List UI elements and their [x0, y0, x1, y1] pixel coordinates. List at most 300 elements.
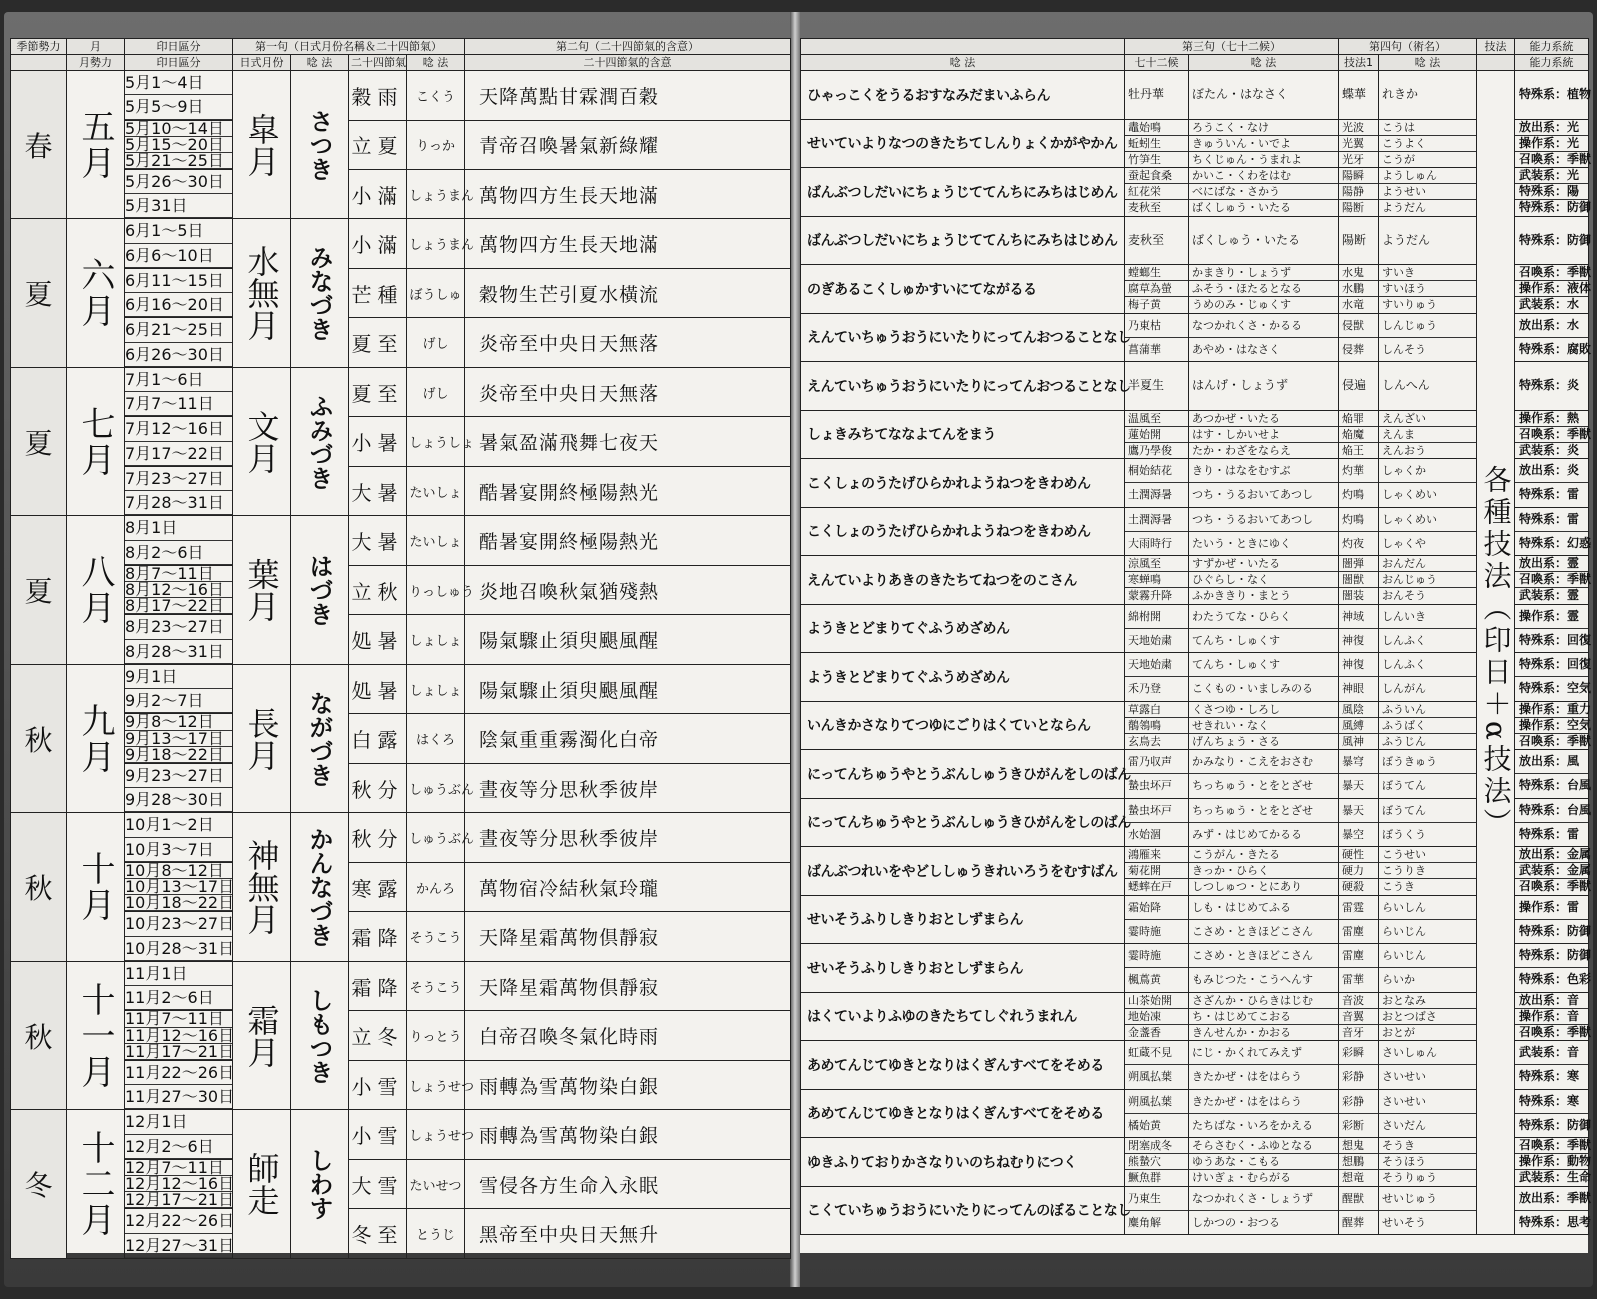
sekki-meaning: 天降星霜萬物倶靜寂 [465, 912, 791, 962]
kou-name [1125, 653, 1189, 702]
list-item: 彩断 [1342, 1118, 1364, 1132]
list-item: 蟄虫坏戸 [1125, 799, 1188, 823]
table-row [801, 71, 1589, 120]
list-item: ちっちゅう・とをとざせ [1189, 799, 1338, 823]
technique-name [1339, 556, 1379, 605]
hdr-kou-reading: 唸 法 [1189, 55, 1339, 71]
list-item: 彩静 [1339, 1090, 1378, 1114]
list-item: 鼃始鳴 [1125, 120, 1188, 136]
ability-item: 特殊系：雷 [1519, 826, 1580, 841]
list-item: 綿柎開 [1125, 605, 1188, 629]
sekki-reading: たいせつ [407, 1159, 465, 1208]
date-range: 12月7～11日 [125, 1160, 232, 1176]
sekki-meaning: 天降萬點甘霖潤百穀 [465, 71, 791, 121]
date-range: 9月23～27日 [125, 764, 232, 788]
sekki-name: 処暑 [349, 664, 407, 714]
list-item: せいじゅう [1379, 1187, 1476, 1211]
list-item: 蝶華 [1342, 87, 1367, 101]
list-item: 想鵬 [1339, 1154, 1378, 1170]
technique-reading [1379, 410, 1477, 459]
sekki-reading: しょうしょ [407, 417, 465, 467]
inichi-cell [125, 1060, 233, 1110]
ability-item: 特殊系：防御 [1515, 944, 1588, 968]
list-item: てんち・しゅくす [1189, 653, 1338, 677]
list-item: 醒葬 [1342, 1215, 1364, 1229]
season-cell: 夏 [11, 367, 67, 516]
sekki-name: 秋分 [349, 813, 407, 863]
date-range: 11月17～21日 [125, 1041, 235, 1061]
inichi-cell [125, 1209, 233, 1259]
list-item: 麋角解 [1128, 1215, 1161, 1229]
list-item: べにばな・さかう [1189, 184, 1338, 200]
list-item: さいだん [1382, 1118, 1426, 1132]
technique-vertical-label: 各種技法（印日＋α技法） [1477, 71, 1515, 1235]
kou-name [1125, 216, 1189, 265]
ability-item: 特殊系：台風 [1515, 799, 1588, 823]
list-item: 土潤溽暑 [1128, 488, 1172, 502]
technique-reading [1379, 604, 1477, 653]
list-item: わたうてな・ひらく [1189, 605, 1338, 629]
ability-item: 召喚系：季獣 [1515, 572, 1588, 588]
date-range: 9月2～7日 [125, 689, 232, 713]
month-cell: 七月 [67, 367, 125, 516]
season-cell: 夏 [11, 516, 67, 664]
date-range: 9月28～30日 [125, 788, 232, 812]
technique-name [1339, 944, 1379, 993]
ability-item: 特殊系：腐敗 [1519, 341, 1592, 356]
ability-system [1515, 604, 1592, 653]
kou-name [1125, 1138, 1189, 1187]
table-row [801, 313, 1589, 362]
list-item: あやめ・はなさく [1192, 342, 1280, 356]
date-range: 5月26～30日 [125, 170, 232, 194]
list-item: 天地始粛 [1128, 633, 1172, 647]
ability-item: 特殊系：回復 [1519, 632, 1592, 647]
technique-name [1339, 992, 1379, 1041]
table-row [801, 604, 1589, 653]
hdr-verse3: 第三句（七十二候） [1125, 39, 1339, 55]
list-item: 竹笋生 [1128, 152, 1161, 166]
technique-reading [1379, 119, 1477, 168]
sekki-meaning: 天降星霜萬物倶靜寂 [465, 961, 791, 1011]
list-item: あつかぜ・いたる [1189, 411, 1338, 427]
sekki-reading: しゅうぶん [407, 813, 465, 863]
ability-item: 操作系：音 [1515, 1009, 1588, 1025]
ability-system [1515, 313, 1592, 362]
meaning-reading: あめてんじてゆきとなりはくぎんすべてをそめる [801, 1089, 1125, 1138]
list-item: 陽瞬 [1339, 168, 1378, 184]
meaning-reading: ゆきふりておりかさなりいのちねむりにつく [801, 1138, 1125, 1187]
ability-system [1515, 847, 1592, 896]
date-range: 9月8～12日 [125, 714, 232, 730]
table-row [11, 318, 791, 368]
list-item: ゆうあな・こもる [1189, 1154, 1338, 1170]
ability-item: 特殊系：防御 [1519, 1117, 1592, 1132]
date-range: 11月2～6日 [125, 986, 232, 1010]
technique-name [1339, 119, 1379, 168]
meaning-reading: せいそうふりしきりおとしずまらん [801, 944, 1125, 993]
kou-reading [1189, 507, 1339, 556]
ability-item: 特殊系：色彩 [1519, 972, 1592, 987]
list-item: 神復 [1342, 633, 1364, 647]
japanese-month-reading: しわす [291, 1110, 349, 1258]
ability-system [1515, 410, 1592, 459]
ability-system [1515, 265, 1592, 314]
right-page [800, 38, 1592, 1253]
ability-item: 特殊系：回復 [1515, 653, 1588, 677]
sekki-name: 秋分 [349, 763, 407, 813]
list-item: 侵葬 [1342, 342, 1364, 356]
list-item: しんそう [1382, 342, 1426, 356]
sekki-reading: げし [407, 318, 465, 368]
list-item: さいしゅん [1379, 1041, 1476, 1065]
kou-reading [1189, 653, 1339, 702]
sekki-meaning: 雨轉為雪萬物染白銀 [465, 1110, 791, 1160]
list-item: 雷華 [1342, 973, 1364, 987]
technique-reading [1379, 168, 1477, 217]
ability-item: 召喚系：季獣 [1515, 265, 1588, 281]
kou-reading [1189, 71, 1339, 120]
ability-item: 放出系：風 [1515, 750, 1588, 774]
table-row [801, 265, 1589, 314]
list-item: 硬殺 [1342, 880, 1364, 894]
date-range: 11月22～26日 [125, 1061, 232, 1085]
table-row [11, 664, 791, 714]
list-item: 麦秋至 [1128, 232, 1165, 247]
list-item: つち・うるおいてあつし [1189, 508, 1338, 532]
table-row [801, 944, 1589, 993]
meaning-reading: えんていよりあきのきたちてねつをのこさん [801, 556, 1125, 605]
date-range: 5月15～20日 [125, 137, 232, 153]
inichi-cell [125, 169, 233, 219]
ability-item: 操作系：液体 [1515, 281, 1588, 297]
technique-name [1339, 507, 1379, 556]
inichi-cell [125, 813, 233, 863]
list-item: しかつの・おつる [1192, 1215, 1280, 1229]
ability-item: 操作系：動物 [1515, 1154, 1588, 1170]
kou-reading [1189, 895, 1339, 944]
inichi-cell [125, 318, 233, 368]
season-cell: 夏 [11, 219, 67, 368]
list-item: 土潤溽暑 [1125, 508, 1188, 532]
list-item: しゃくか [1379, 459, 1476, 483]
sekki-meaning: 炎帝至中央日天無落 [465, 367, 791, 417]
sekki-reading: しょうせつ [407, 1110, 465, 1160]
list-item: 熊蟄穴 [1125, 1154, 1188, 1170]
japanese-month: 水無月 [233, 219, 291, 368]
list-item: 神眼 [1342, 682, 1364, 696]
sekki-meaning: 萬物四方生長天地滿 [465, 219, 791, 269]
table-row [11, 1011, 791, 1060]
inichi-cell [125, 466, 233, 516]
list-item: せきれい・なく [1189, 718, 1338, 734]
date-range: 7月1～6日 [125, 368, 232, 392]
month-cell: 十一月 [67, 961, 125, 1109]
ability-item: 特殊系：雷 [1519, 487, 1580, 502]
technique-reading [1379, 216, 1477, 265]
date-range: 10月13～17日 [125, 877, 235, 897]
kou-reading [1189, 216, 1339, 265]
table-row [11, 912, 791, 962]
sekki-meaning: 黑帝至中央日天無升 [465, 1209, 791, 1259]
table-row [801, 1089, 1589, 1138]
inichi-cell [125, 664, 233, 714]
list-item: 暴天 [1342, 779, 1364, 793]
technique-name [1339, 362, 1379, 411]
date-range: 9月13～17日 [125, 731, 232, 747]
kou-name [1125, 847, 1189, 896]
sekki-reading: しょうせつ [407, 1060, 465, 1110]
ability-system [1515, 750, 1592, 799]
technique-reading [1379, 1186, 1477, 1235]
kou-reading [1189, 750, 1339, 799]
list-item: つち・うるおいてあつし [1192, 488, 1313, 502]
sekki-name: 寒露 [349, 862, 407, 911]
list-item: 蓮始開 [1125, 427, 1188, 443]
ability-system [1515, 71, 1592, 120]
inichi-cell [125, 1159, 233, 1208]
list-item: きんせんか・かおる [1192, 1025, 1291, 1039]
technique-name [1339, 1186, 1379, 1235]
meaning-reading: ばんぶつれいをやどししゅうきれいろうをむすばん [801, 847, 1125, 896]
ability-system [1515, 362, 1589, 411]
sekki-meaning: 暑氣盈滿飛舞七夜天 [465, 417, 791, 467]
table-row [11, 516, 791, 566]
ability-system [1515, 895, 1592, 944]
list-item: 光牙 [1342, 152, 1364, 166]
list-item: しんいき [1379, 605, 1476, 629]
list-item: はんげ・しょうず [1192, 378, 1289, 392]
date-range: 8月17～22日 [125, 598, 232, 614]
technique-name [1339, 71, 1379, 120]
sekki-meaning: 晝夜等分思秋季彼岸 [465, 763, 791, 813]
sekki-reading: はくろ [407, 714, 465, 763]
sekki-name: 霜降 [349, 912, 407, 962]
technique-reading [1379, 459, 1477, 508]
list-item: すいほう [1379, 281, 1476, 297]
list-item: しゃくや [1382, 536, 1426, 550]
list-item: そうほう [1379, 1154, 1476, 1170]
hdr-verse1: 第一句（日式月份名稱＆二十四節氣） [233, 39, 465, 55]
list-item: 水鵬 [1339, 281, 1378, 297]
month-cell: 九月 [67, 664, 125, 812]
list-item: おとつばさ [1379, 1009, 1476, 1025]
japanese-month: 文月 [233, 367, 291, 516]
list-item: ばくしゅう・いたる [1192, 232, 1301, 247]
date-range: 6月1～5日 [125, 219, 232, 243]
list-item: たか・わざをならえ [1192, 443, 1291, 457]
list-item: ふうばく [1379, 718, 1476, 734]
inichi-cell [125, 367, 233, 417]
list-item: 神域 [1339, 605, 1378, 629]
list-item: かいこ・くわをはむ [1189, 168, 1338, 184]
list-item: そらさむく・ふゆとなる [1189, 1138, 1338, 1154]
list-item: ようせい [1379, 184, 1476, 200]
list-item: ふそう・ほたるとなる [1189, 281, 1338, 297]
list-item: ようだん [1382, 201, 1426, 215]
month-cell: 八月 [67, 516, 125, 664]
list-item: 紅花栄 [1125, 184, 1188, 200]
inichi-cell [125, 862, 233, 911]
inichi-cell [125, 417, 233, 467]
table-row [11, 862, 791, 911]
list-item: ようしゅん [1379, 168, 1476, 184]
list-item: 桐始結花 [1125, 459, 1188, 483]
kou-name [1125, 895, 1189, 944]
list-item: 朔風払葉 [1125, 1090, 1188, 1114]
ability-item: 操作系：霊 [1515, 605, 1588, 629]
hdr-r-blank [801, 39, 1125, 55]
list-item: 橘始黄 [1128, 1118, 1161, 1132]
technique-name [1339, 847, 1379, 896]
list-item: 梅子黄 [1128, 298, 1161, 312]
list-item: 禾乃登 [1128, 682, 1161, 696]
list-item: 蚕起食桑 [1125, 168, 1188, 184]
ability-system [1515, 1138, 1592, 1187]
ability-system [1515, 119, 1592, 168]
table-row [801, 119, 1589, 168]
kou-name [1125, 410, 1189, 459]
table-row [11, 466, 791, 516]
date-range: 12月1日 [125, 1110, 232, 1134]
list-item: しゃくめい [1382, 488, 1437, 502]
ability-item: 召喚系：季獣 [1519, 733, 1592, 748]
ability-item: 特殊系：陽 [1515, 184, 1588, 200]
hdr-month-force: 月勢力 [67, 55, 125, 71]
list-item: さいせい [1382, 1070, 1426, 1084]
list-item: きゅういん・いでよ [1189, 136, 1338, 152]
season-cell: 秋 [11, 961, 67, 1109]
list-item: しんへん [1382, 378, 1430, 392]
list-item: 侵獣 [1339, 314, 1378, 338]
kou-name [1125, 507, 1189, 556]
list-item: たちばな・いろをかえる [1192, 1118, 1313, 1132]
meaning-reading: のぎあるこくしゅかすいにてながるる [801, 265, 1125, 314]
list-item: ふうじん [1382, 734, 1426, 748]
kou-reading [1189, 1089, 1339, 1138]
list-item: ばくしゅう・いたる [1192, 201, 1291, 215]
date-range: 10月8～12日 [125, 863, 232, 879]
inichi-cell [125, 961, 233, 1011]
technique-reading [1379, 1089, 1477, 1138]
meaning-reading: こくしょのうたげひらかれようねつをきわめん [801, 507, 1125, 556]
ability-system [1515, 1089, 1592, 1138]
list-item: 水始涸 [1128, 827, 1161, 841]
list-item: にじ・かくれてみえず [1189, 1041, 1338, 1065]
list-item: げんちょう・さる [1192, 734, 1280, 748]
kou-reading [1189, 604, 1339, 653]
japanese-month-reading: みなづき [291, 219, 349, 368]
meaning-reading: しょきみちてななよてんをまう [801, 410, 1125, 459]
date-range: 6月11～15日 [125, 269, 232, 293]
list-item: きり・はなをむすぶ [1189, 459, 1338, 483]
hdr-jmonth: 日式月份 [233, 55, 291, 71]
list-item: こうが [1382, 152, 1415, 166]
sekki-name: 小雪 [349, 1060, 407, 1110]
ability-item: 召喚系：季獣 [1515, 1138, 1588, 1154]
sekki-meaning: 酷暑宴開終極陽熱光 [465, 466, 791, 516]
japanese-month: 長月 [233, 664, 291, 812]
technique-name [1339, 1138, 1379, 1187]
sekki-name: 小雪 [349, 1110, 407, 1160]
date-range: 7月28～31日 [125, 491, 232, 515]
list-item: しも・はじめてふる [1189, 896, 1338, 920]
sekki-reading: しょしょ [407, 664, 465, 714]
list-item: 螳螂生 [1125, 265, 1188, 281]
table-row [801, 216, 1589, 265]
list-item: せいそう [1382, 1215, 1426, 1229]
meaning-reading: ばんぶつしだいにちょうじててんちにみちはじめん [801, 216, 1125, 265]
list-item: えんま [1379, 427, 1476, 443]
ability-item: 武装系：金属 [1515, 863, 1588, 879]
hdr-technique: 技法 [1477, 39, 1515, 55]
kou-reading [1189, 944, 1339, 993]
ability-item: 召喚系：季獣 [1515, 427, 1588, 443]
sekki-name: 霜降 [349, 961, 407, 1011]
kou-name [1125, 71, 1189, 120]
ability-item: 特殊系：植物 [1519, 87, 1592, 101]
list-item: 灼華 [1339, 459, 1378, 483]
table-row [801, 992, 1589, 1041]
list-item: きたかぜ・はをはらう [1189, 1090, 1338, 1114]
table-row [801, 750, 1589, 799]
list-item: けいぎょ・むらがる [1192, 1171, 1291, 1185]
technique-reading [1379, 71, 1477, 120]
sekki-reading: りっしゅう [407, 565, 465, 614]
hdr-month: 月 [67, 39, 125, 55]
table-row [801, 556, 1589, 605]
list-item: 雷塵 [1339, 944, 1378, 968]
sekki-name: 立秋 [349, 565, 407, 614]
list-item: ぼうくう [1382, 827, 1426, 841]
sekki-meaning: 酷暑宴開終極陽熱光 [465, 516, 791, 566]
japanese-month-reading: かんなづき [291, 813, 349, 961]
list-item: 寒蝉鳴 [1125, 572, 1188, 588]
table-row [11, 219, 791, 269]
list-item: おとが [1382, 1025, 1415, 1039]
list-item: 彩瞬 [1339, 1041, 1378, 1065]
book-gutter [790, 12, 800, 1287]
table-row [11, 268, 791, 318]
list-item: おんじゅう [1379, 572, 1476, 588]
date-range: 11月12～16日 [125, 1025, 235, 1045]
list-item: 霜始降 [1125, 896, 1188, 920]
ability-system [1515, 216, 1592, 265]
list-item: 水鬼 [1339, 265, 1378, 281]
list-item: らいしん [1379, 896, 1476, 920]
list-item: ひぐらし・なく [1189, 572, 1338, 588]
list-item: 乃東生 [1125, 1187, 1188, 1211]
ability-item: 操作系：重力 [1515, 702, 1588, 718]
meaning-reading: ようきとどまりてぐふうめざめん [801, 604, 1125, 653]
kou-reading [1189, 847, 1339, 896]
list-item: なつかれくさ・かるる [1189, 314, 1338, 338]
inichi-cell [125, 219, 233, 269]
list-item: こうき [1382, 880, 1415, 894]
list-item: 牡丹華 [1128, 87, 1165, 101]
sekki-name: 処暑 [349, 615, 407, 665]
month-cell: 六月 [67, 219, 125, 368]
sekki-meaning: 陰氣重重霧濁化白帝 [465, 714, 791, 763]
list-item: 雷霆 [1339, 896, 1378, 920]
table-row [801, 507, 1589, 556]
date-range: 10月28～31日 [125, 937, 232, 961]
kou-name [1125, 362, 1189, 411]
table-row [801, 168, 1589, 217]
table-row [11, 1159, 791, 1208]
list-item: 菖蒲華 [1128, 342, 1161, 356]
table-row [11, 417, 791, 467]
